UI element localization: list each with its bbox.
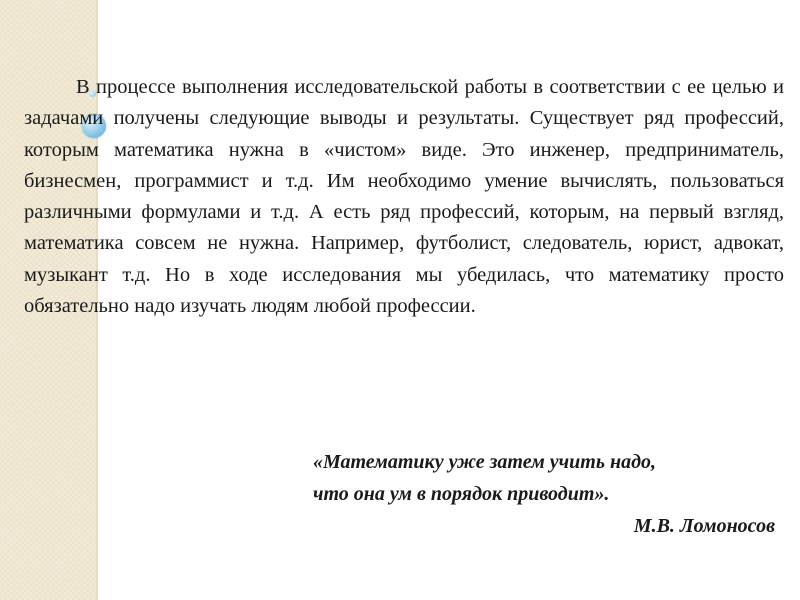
quote-line-1: «Математику уже затем учить надо, [313, 451, 656, 473]
main-paragraph: В процессе выполнения исследовательской работы в соответствии с ее целью и задачами получены следующие выводы и результаты. Существует ряд профессий, которым математика нужна в «чистом» виде. Это инженер, предприниматель, бизнесмен, программист и т.д. Им необходимо умение вычислять, пользоваться различными формулами и т.д. А есть ряд профессий, которым, на первый взгляд, математика совсем не нужна. Например, футболист, следователь, юрист, адвокат, музыкант т.д. Но в ходе исследования мы убедилась, что математику просто обязательно надо изучать людям любой профессии. [24, 76, 784, 318]
epigraph-quote [313, 446, 789, 542]
quote-line-2: что она ум в порядок приводит». [313, 483, 610, 505]
quote-author: М.В. Ломоносов [633, 515, 775, 537]
